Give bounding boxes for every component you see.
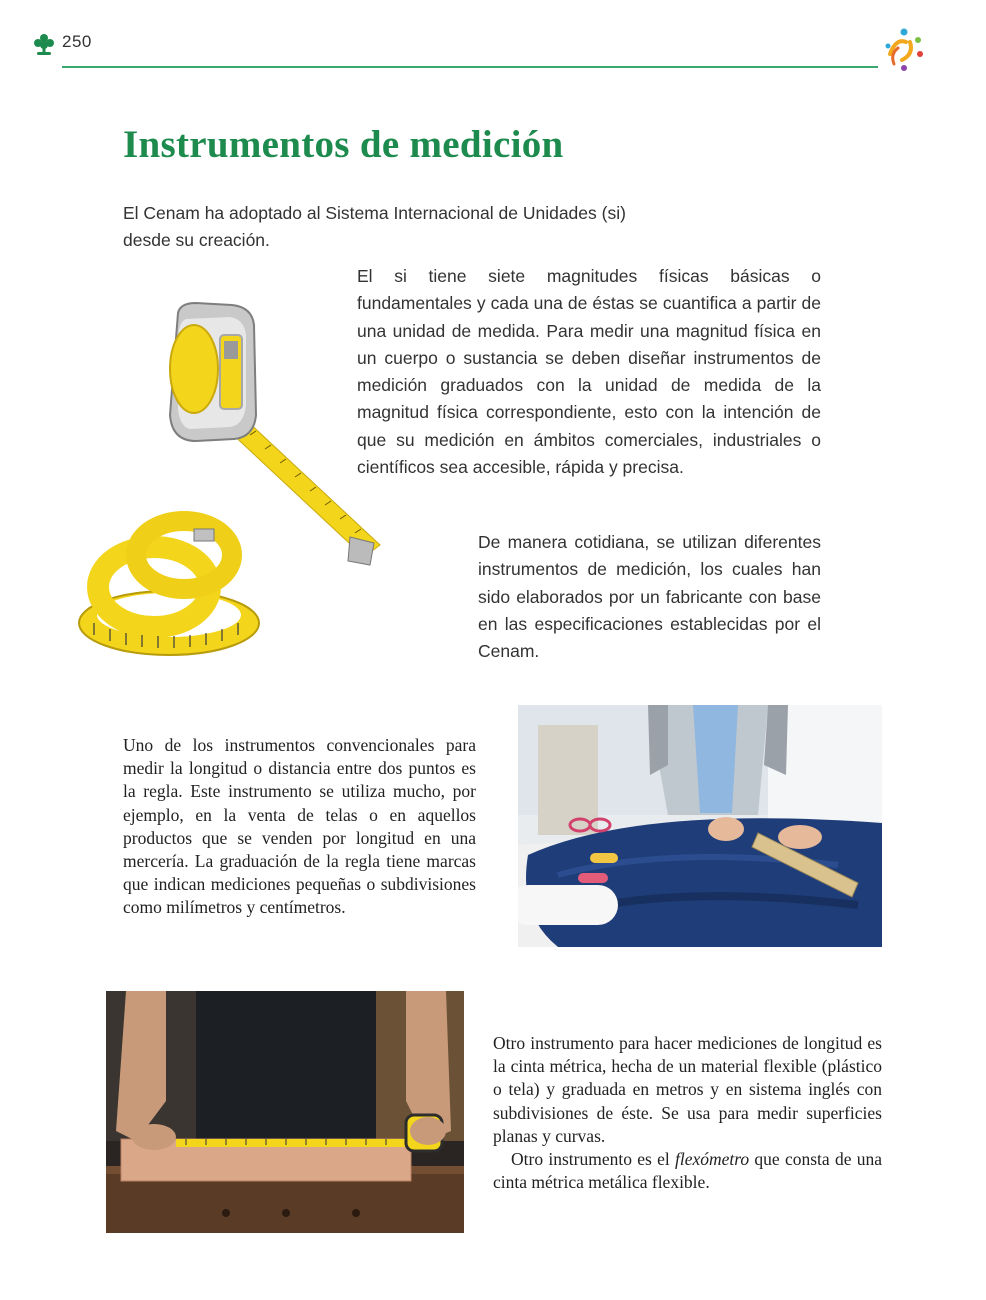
paragraph-regla: Uno de los instrumentos convencionales para medir la longitud o distancia entre dos puntos es la regla. Este instrumento se utiliza mucho, por ejemplo, en la venta de telas o en aquellos productos que se venden por longitud en una mercería. La graduación de la regla tiene marcas que indican mediciones pequeñas o subdivisiones como milímetros y centímetros. — [123, 735, 476, 918]
page-title: Instrumentos de medición — [123, 123, 564, 166]
flexometro-post: que consta de una cinta métrica metálica flexible. — [493, 1149, 882, 1193]
paragraph-cotidiana: De manera cotidiana, se utilizan diferentes instrumentos de medición, los cuales han sido elaborados por un fabricante con base en las especificaciones establecidas por el Cenam. — [478, 532, 821, 662]
intro-line-1: El Cenam ha adoptado al Sistema Internacional de Unidades (si) — [123, 203, 626, 223]
colorful-dots-logo — [880, 24, 928, 72]
paragraph-flexometro — [493, 1148, 882, 1194]
header-rule — [62, 66, 878, 68]
intro-paragraph — [123, 200, 663, 255]
rolled-sewing-tape-illustration — [74, 495, 264, 665]
fabric-ruler-photo — [518, 705, 882, 947]
wood-measuring-photo — [106, 991, 464, 1233]
flexometro-term: flexómetro — [674, 1149, 750, 1170]
paragraph-cinta-metrica — [493, 1032, 882, 1194]
paragraph-si: El si tiene siete magnitudes físicas básicas o fundamentales y cada una de éstas se cuantifica a partir de una unidad de medida. Para medir una magnitud física en un cuerpo o sustancia se deben diseñar instrumentos de medición graduados con la unidad de medida de la magnitud física correspondiente, esto con la intención de que su medición en ámbitos comerciales, industriales o científicos sea accesible, rápida y precisa. — [357, 266, 821, 478]
flexometro-pre: Otro instrumento es el — [511, 1149, 675, 1170]
flower-emblem-icon — [33, 32, 55, 56]
page-number: 250 — [62, 32, 92, 51]
intro-line-2: desde su creación. — [123, 230, 270, 251]
paragraph-cinta-text: Otro instrumento para hacer mediciones de longitud es la cinta métrica, hecha de un material flexible (plástico o tela) y graduada en metros y en sistema inglés con subdivisiones de éste. Se usa para medir superficies planas y curvas. — [493, 1033, 882, 1146]
